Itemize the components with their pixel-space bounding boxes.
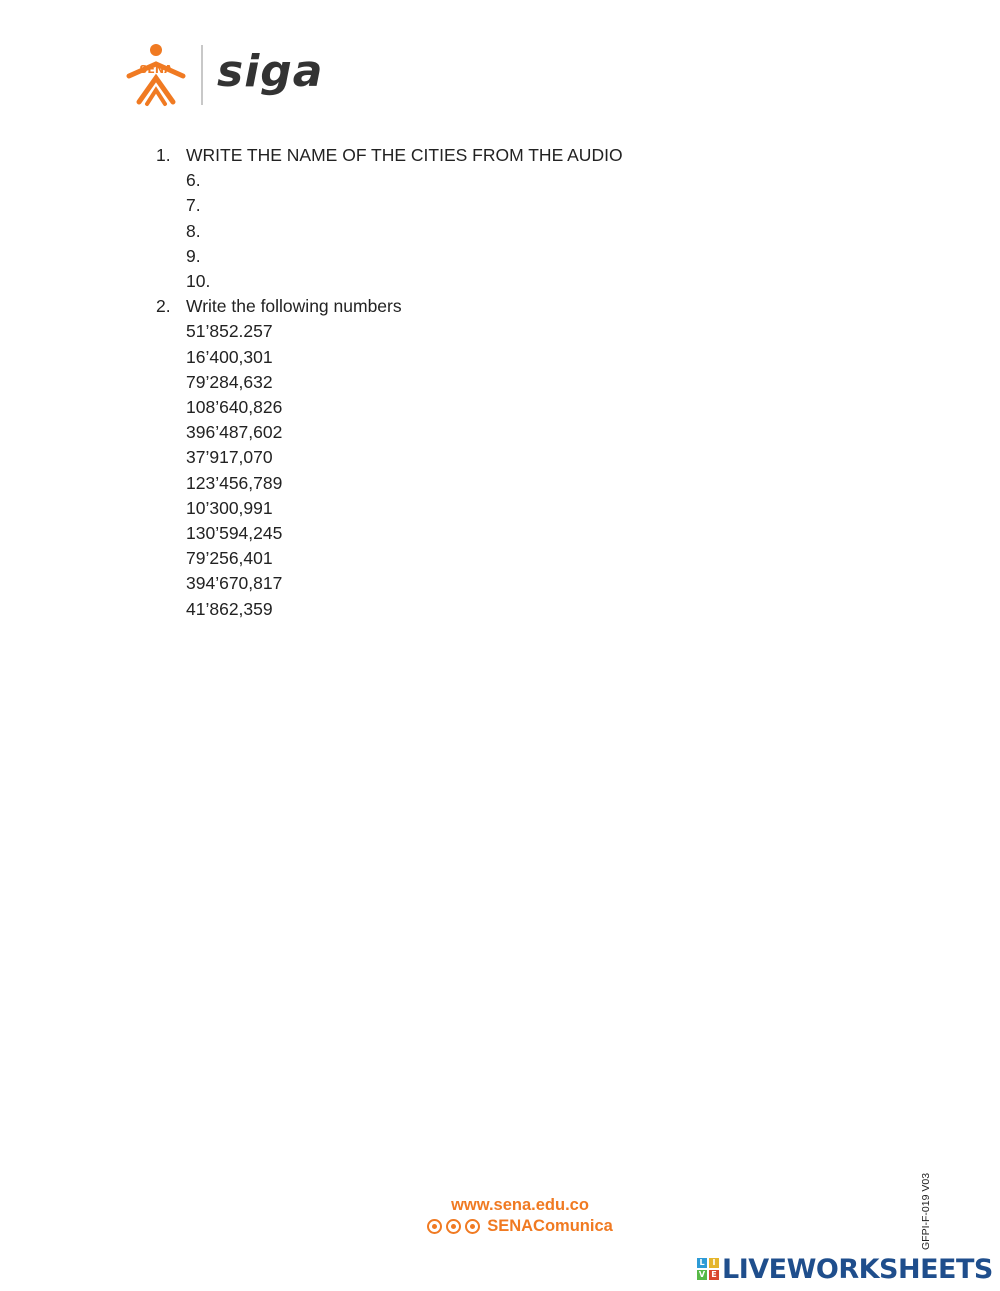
document-code: GFPI-F-019 V03 <box>920 1172 932 1250</box>
question-text: Write the following numbers <box>186 296 402 317</box>
footer-url[interactable]: www.sena.edu.co <box>451 1196 589 1214</box>
question-1 <box>156 143 623 168</box>
header-divider <box>201 45 203 105</box>
footer <box>0 1196 1000 1239</box>
worksheet-content <box>156 143 623 622</box>
sena-figure-icon <box>125 42 187 108</box>
number-item: 130’594,245 <box>186 523 283 544</box>
question-text: WRITE THE NAME OF THE CITIES FROM THE AUDIO <box>186 145 623 165</box>
sena-logo <box>125 42 187 108</box>
number-item: 396’487,602 <box>186 422 283 443</box>
list-item: 10. <box>186 271 211 292</box>
number-item: 123’456,789 <box>186 472 283 493</box>
number-item: 41’862,359 <box>186 598 273 619</box>
number-item: 16’400,301 <box>186 346 273 367</box>
list-item: 7. <box>186 195 201 216</box>
question-2 <box>156 294 623 319</box>
number-item: 37’917,070 <box>186 447 273 468</box>
question-number: 2. <box>156 296 171 317</box>
logo-block: I <box>709 1258 719 1268</box>
header <box>125 42 323 108</box>
list-item: 8. <box>186 220 201 241</box>
twitter-icon[interactable] <box>427 1219 442 1234</box>
number-item: 10’300,991 <box>186 497 273 518</box>
number-item: 108’640,826 <box>186 397 283 418</box>
liveworksheets-text: LIVEWORKSHEETS <box>722 1253 993 1285</box>
liveworksheets-watermark <box>697 1253 993 1285</box>
logo-block: E <box>709 1270 719 1280</box>
sena-logo-text: SENA <box>139 63 173 76</box>
facebook-icon[interactable] <box>465 1219 480 1234</box>
instagram-icon[interactable] <box>446 1219 461 1234</box>
siga-logo: siga <box>217 46 324 97</box>
question-number: 1. <box>156 145 171 165</box>
liveworksheets-logo-icon <box>697 1258 719 1280</box>
number-item: 394’670,817 <box>186 573 283 594</box>
number-item: 51’852.257 <box>186 321 273 342</box>
list-item: 9. <box>186 245 201 266</box>
social-handle: SENAComunica <box>487 1217 613 1235</box>
logo-block: V <box>698 1270 706 1279</box>
social-links <box>427 1217 613 1236</box>
logo-block: L <box>697 1258 707 1268</box>
number-item: 79’256,401 <box>186 548 273 569</box>
list-item: 6. <box>186 170 201 191</box>
number-item: 79’284,632 <box>186 371 273 392</box>
